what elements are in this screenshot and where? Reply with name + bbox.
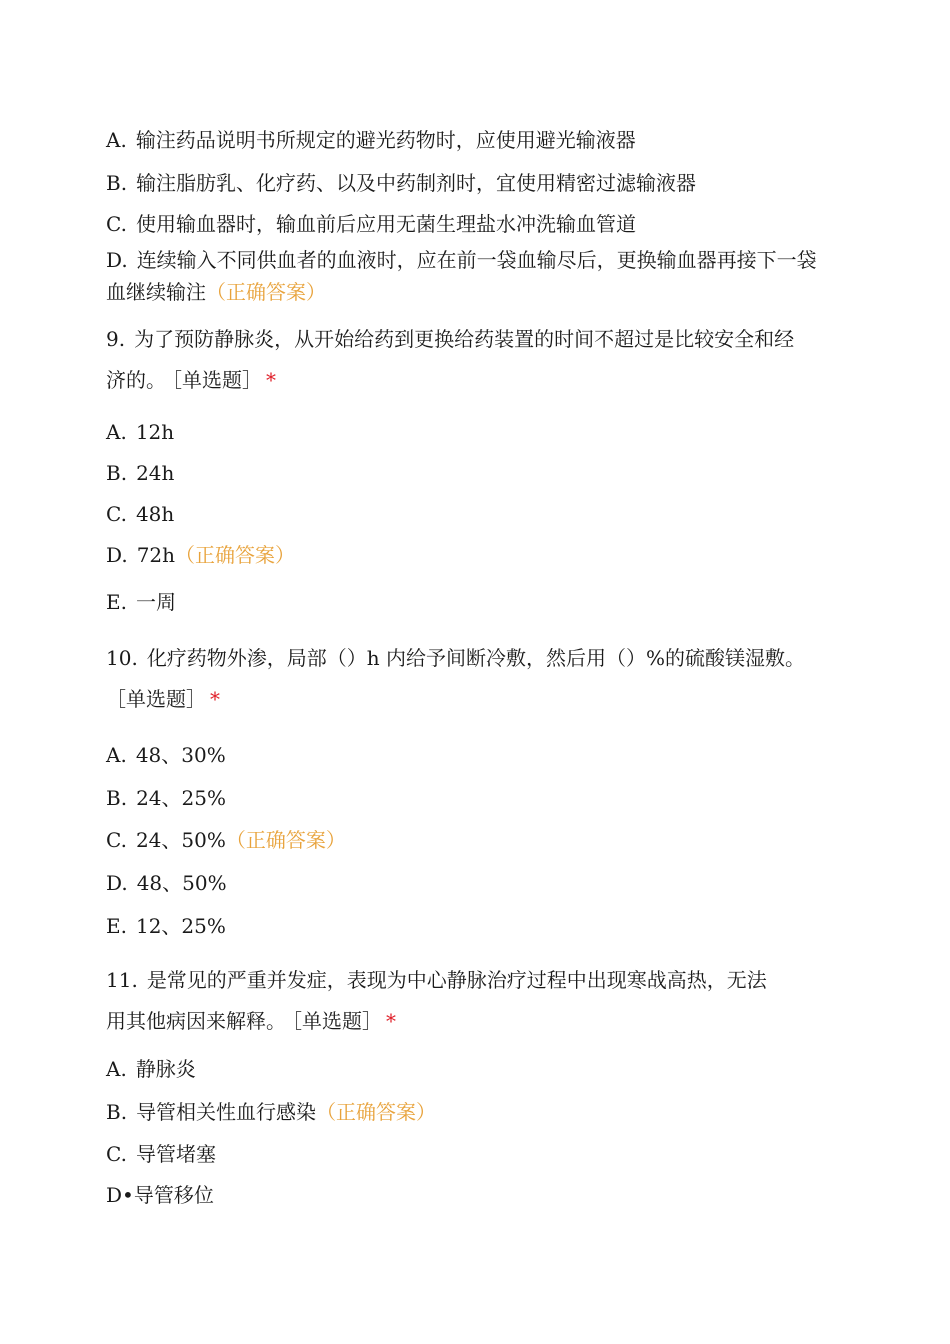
option-mark: A.	[106, 420, 127, 444]
option-text: 输注脂肪乳、化疗药、以及中药制剂时，宜使用精密过滤输液器	[136, 171, 697, 195]
q8-option-a	[106, 126, 636, 154]
option-text: 使用输血器时，输血前后应用无菌生理盐水冲洗输血管道	[135, 212, 636, 236]
q11-option-c	[106, 1140, 216, 1168]
option-mark: B.	[106, 1100, 128, 1124]
q9-option-c	[106, 500, 174, 528]
question-type-tag: ［单选题］	[106, 687, 206, 711]
correct-answer-label: （正确答案）	[316, 1100, 437, 1124]
q9-option-a	[106, 418, 174, 446]
correct-answer-label: （正确答案）	[225, 828, 346, 852]
option-text: 48、30%	[135, 743, 226, 767]
option-mark: C.	[106, 212, 127, 236]
q10-title	[106, 644, 805, 672]
question-text: 化疗药物外渗，局部（）h 内给予间断冷敷，然后用（）%的硫酸镁湿敷。	[146, 646, 806, 670]
option-text: 导管堵塞	[135, 1142, 216, 1166]
q9-option-e	[106, 588, 176, 616]
option-text: 输注药品说明书所规定的避光药物时，应使用避光输液器	[135, 128, 636, 152]
question-text: 济的。	[106, 368, 166, 392]
correct-answer-label: （正确答案）	[175, 543, 296, 567]
q9-option-b	[106, 459, 174, 487]
question-text: 为了预防静脉炎，从开始给药到更换给药装置的时间不超过是比较安全和经	[134, 327, 795, 351]
q11-option-b	[106, 1098, 436, 1126]
option-text: 导管移位	[133, 1183, 214, 1207]
option-mark: D.	[106, 871, 128, 895]
option-mark: A.	[106, 743, 127, 767]
option-text: 24、50%	[135, 828, 226, 852]
q10-title-continued	[106, 685, 220, 713]
option-mark: B.	[106, 461, 128, 485]
q10-option-b	[106, 784, 226, 812]
q10-option-e	[106, 912, 226, 940]
required-marker: *	[266, 368, 276, 392]
option-text: 24h	[136, 461, 175, 485]
option-mark: A.	[106, 128, 127, 152]
option-mark: E.	[106, 914, 127, 938]
option-text: 连续输入不同供血者的血液时，应在前一袋血输尽后，更换输血器再接下一袋	[136, 248, 817, 272]
option-text: 静脉炎	[135, 1057, 196, 1081]
option-mark: D.	[106, 543, 128, 567]
option-text: 24、25%	[136, 786, 226, 810]
q8-option-d	[106, 246, 817, 274]
option-text: 72h	[136, 543, 176, 567]
option-text: 12h	[135, 420, 175, 444]
option-mark: C.	[106, 502, 127, 526]
q11-option-a	[106, 1055, 196, 1083]
question-type-tag: ［单选题］	[172, 368, 262, 392]
option-mark: B.	[106, 171, 128, 195]
option-text: 48、50%	[136, 871, 227, 895]
required-marker: *	[210, 687, 220, 711]
question-type-tag: ［单选题］	[292, 1009, 382, 1033]
option-mark: C.	[106, 1142, 127, 1166]
option-text: 一周	[135, 590, 176, 614]
q11-option-d	[106, 1181, 214, 1209]
question-number: 10.	[106, 646, 138, 670]
q8-option-d-continued	[106, 278, 326, 306]
option-text: 导管相关性血行感染	[136, 1100, 317, 1124]
q9-title-continued	[106, 366, 276, 394]
q11-title	[106, 966, 767, 994]
correct-answer-label: （正确答案）	[206, 280, 326, 304]
option-text: 12、25%	[135, 914, 226, 938]
q11-title-continued	[106, 1007, 396, 1035]
question-text: 用其他病因来解释。	[106, 1009, 286, 1033]
option-text: 血继续输注	[106, 280, 206, 304]
option-mark: C.	[106, 828, 127, 852]
option-mark: A.	[106, 1057, 127, 1081]
option-mark: D.	[106, 248, 128, 272]
q10-option-c	[106, 826, 346, 854]
required-marker: *	[386, 1009, 396, 1033]
q9-option-d	[106, 541, 295, 569]
option-mark: B.	[106, 786, 128, 810]
q8-option-b	[106, 169, 696, 197]
option-mark: D•	[106, 1183, 134, 1207]
q8-option-c	[106, 210, 636, 238]
option-mark: E.	[106, 590, 127, 614]
q9-title	[106, 325, 794, 353]
q10-option-a	[106, 741, 226, 769]
question-number: 9.	[106, 327, 126, 351]
option-text: 48h	[135, 502, 175, 526]
q10-option-d	[106, 869, 227, 897]
question-text: 是常见的严重并发症，表现为中心静脉治疗过程中出现寒战高热，无法	[146, 968, 767, 992]
question-number: 11.	[106, 968, 138, 992]
